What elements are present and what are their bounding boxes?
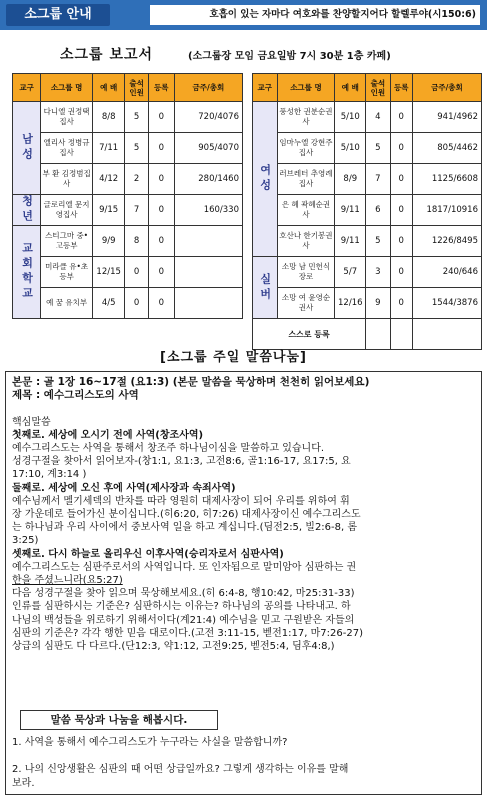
worship-cell: 7/11 <box>92 133 124 164</box>
empty-cell <box>390 319 412 350</box>
table-row <box>253 195 482 226</box>
total-cell <box>174 226 242 257</box>
attendance-cell: 4 <box>366 102 391 133</box>
header-verse: 호흡이 있는 자마다 여호와를 찬양할지어다 할렐루야(시150:6) <box>150 5 480 25</box>
col-worship: 예 배 <box>335 74 366 102</box>
sermon-line: 한을 주셨느니라(요5:27) <box>12 575 123 586</box>
attendance-cell: 5 <box>125 102 149 133</box>
question-line: 보라. <box>12 777 35 789</box>
table-row <box>253 102 482 133</box>
worship-cell: 9/15 <box>92 195 124 226</box>
table-row <box>253 226 482 257</box>
table-row <box>253 257 482 288</box>
registration-cell: 0 <box>390 226 412 257</box>
sermon-line: 는 하나님과 우리 사이에서 중보사역 일을 하고 계십니다.(딤전2:5, 빌2:6-8, 롬 <box>12 522 358 534</box>
sermon-box <box>5 371 482 795</box>
group-name-cell: 임마누엘 강현주집사 <box>277 133 335 164</box>
table-row <box>13 133 243 164</box>
registration-cell: 0 <box>148 133 174 164</box>
sermon-section-title: [소그룹 주일 말씀나눔] <box>160 350 307 365</box>
total-cell: 905/4070 <box>174 133 242 164</box>
table-row <box>13 257 243 288</box>
worship-cell: 5/10 <box>335 133 366 164</box>
sermon-line: 심판의 기준은? 각각 행한 믿음 대로이다.(고전 3:11-15, 벧전1:17, 마7:26-27) <box>12 627 363 639</box>
sermon-line: 인류를 심판하시는 기준은? 심판하시는 이유는? 하나님의 공의를 나타내고. 하 <box>12 601 351 613</box>
district-label <box>13 226 41 319</box>
total-cell <box>174 257 242 288</box>
table-row <box>13 195 243 226</box>
sermon-line: 예수님께서 멜기세덱의 반차를 따라 영원히 대제사장이 되어 우리를 위하여 휘 <box>12 495 350 507</box>
attendance-cell: 3 <box>366 257 391 288</box>
sermon-line: 3:25) <box>12 535 39 547</box>
empty-cell <box>366 319 391 350</box>
header-bar <box>0 0 487 30</box>
sermon-line: 나님의 백성들을 위로하기 위해서이다(계21:4) 예수님을 믿고 구원받은 자들의 <box>12 614 355 626</box>
sermon-line: 다음 성경구절을 찾아 읽으며 묵상해보세요.(히 6:4-8, 행10:42, 마25:31-33) <box>12 588 355 600</box>
total-cell: 941/4962 <box>412 102 481 133</box>
group-name-cell: 글로리엘 문지영집사 <box>41 195 93 226</box>
header-badge: 소그룹 안내 <box>6 4 110 26</box>
district-label-text: 교회학교 <box>20 242 34 302</box>
worship-cell: 8/9 <box>335 164 366 195</box>
col-attendance: 출석 인원 <box>366 74 391 102</box>
attendance-cell: 8 <box>125 226 149 257</box>
total-cell: 240/646 <box>412 257 481 288</box>
group-name-cell: 다니엘 권정택집사 <box>41 102 93 133</box>
report-subtitle: (소그룹장 모임 금요일밤 7시 30분 1층 카페) <box>188 51 391 62</box>
district-label-text: 청년 <box>20 195 34 225</box>
total-cell: 1817/10916 <box>412 195 481 226</box>
attendance-cell: 7 <box>125 195 149 226</box>
worship-cell: 5/7 <box>335 257 366 288</box>
right-report-table <box>252 73 482 350</box>
district-label-text: 실버 <box>258 272 272 303</box>
worship-cell: 5/10 <box>335 102 366 133</box>
report-title: 소그룹 보고서 <box>60 47 154 63</box>
attendance-cell: 5 <box>366 133 391 164</box>
registration-cell: 0 <box>148 195 174 226</box>
question-line: 1. 사역을 통해서 예수그리스도가 누구라는 사실을 말씀합니까? <box>12 737 288 748</box>
district-label-text: 여성 <box>258 164 272 194</box>
group-name-cell: 스티그마 중•고등부 <box>41 226 93 257</box>
table-row <box>13 226 243 257</box>
self-registration-label: 스스로 등록 <box>253 319 366 350</box>
sermon-line: 17:10, 계3:14 ) <box>12 469 87 481</box>
sermon-line: 첫째로. 세상에 오시기 전에 사역(창조사역) <box>12 429 204 441</box>
group-name-cell: 호산나 한기봉권사 <box>277 226 335 257</box>
sermon-line: 제목 : 예수그리스도의 사역 <box>12 389 139 402</box>
group-name-cell: 엘리사 정병규집사 <box>41 133 93 164</box>
attendance-cell: 9 <box>366 288 391 319</box>
attendance-cell: 5 <box>125 133 149 164</box>
registration-cell: 0 <box>390 257 412 288</box>
worship-cell: 8/8 <box>92 102 124 133</box>
question-line: 2. 나의 신앙생활은 심판의 때 어떤 상급일까요? 그렇게 생각하는 이유를 말해 <box>12 764 349 775</box>
col-district: 교구 <box>13 74 41 102</box>
registration-cell: 0 <box>148 288 174 319</box>
attendance-cell: 2 <box>125 164 149 195</box>
attendance-cell: 5 <box>366 226 391 257</box>
sermon-line: 셋째로. 다시 하늘로 올리우신 이후사역(승리자로서 심판사역) <box>12 548 284 560</box>
group-name-cell: 풍성한 권분순권사 <box>277 102 335 133</box>
worship-cell: 9/11 <box>335 226 366 257</box>
group-name-cell: 부 환 김정범집사 <box>41 164 93 195</box>
col-total: 금주/총회 <box>412 74 481 102</box>
group-name-cell: 미라클 유•초등부 <box>41 257 93 288</box>
left-report-table <box>12 73 243 319</box>
attendance-cell: 7 <box>366 164 391 195</box>
group-name-cell: 러브레터 추영례집사 <box>277 164 335 195</box>
registration-cell: 0 <box>390 164 412 195</box>
table-row <box>253 288 482 319</box>
total-cell: 280/1460 <box>174 164 242 195</box>
col-total: 금주/총회 <box>174 74 242 102</box>
col-group-name: 소그룹 명 <box>41 74 93 102</box>
sermon-line: 예수그리스도는 사역을 통해서 창조주 하나님이심을 말씀하고 있습니다. <box>12 443 325 454</box>
group-name-cell: 은 혜 곽혜순권사 <box>277 195 335 226</box>
total-cell: 1544/3876 <box>412 288 481 319</box>
group-name-cell: 소망 남 민헌식장로 <box>277 257 335 288</box>
sermon-line: 핵심말씀 <box>12 416 51 428</box>
col-district: 교구 <box>253 74 278 102</box>
registration-cell: 0 <box>390 288 412 319</box>
sermon-line: 상급의 심판도 다 다르다.(단12:3, 약1:12, 고전9:25, 벧전5:4, 딤후4:8,) <box>12 641 335 652</box>
district-label <box>13 195 41 226</box>
registration-cell: 0 <box>148 257 174 288</box>
col-attendance: 출석 인원 <box>125 74 149 102</box>
col-worship: 예 배 <box>92 74 124 102</box>
district-label-text: 남성 <box>20 133 34 163</box>
table-row <box>13 164 243 195</box>
total-cell: 805/4462 <box>412 133 481 164</box>
table-row <box>253 164 482 195</box>
worship-cell: 9/9 <box>92 226 124 257</box>
registration-cell: 0 <box>148 102 174 133</box>
district-label <box>253 102 278 257</box>
worship-cell: 12/15 <box>92 257 124 288</box>
total-cell: 160/330 <box>174 195 242 226</box>
worship-cell: 4/5 <box>92 288 124 319</box>
sermon-line: 둘째로. 세상에 오신 후에 사역(제사장과 속죄사역) <box>12 482 236 494</box>
group-name-cell: 예 꿈 유치부 <box>41 288 93 319</box>
table-row <box>253 133 482 164</box>
sermon-line: 장 가운데로 들어가신 분이십니다.(히6:20, 히7:26) 대제사장이신 예수그리스도 <box>12 509 361 520</box>
table-row <box>13 288 243 319</box>
registration-cell: 0 <box>148 226 174 257</box>
district-label <box>13 102 41 195</box>
group-name-cell: 소망 여 윤영순권사 <box>277 288 335 319</box>
district-label <box>253 257 278 319</box>
attendance-cell: 0 <box>125 257 149 288</box>
worship-cell: 12/16 <box>335 288 366 319</box>
col-group-name: 소그룹 명 <box>277 74 335 102</box>
col-registration: 등록 <box>148 74 174 102</box>
worship-cell: 9/11 <box>335 195 366 226</box>
attendance-cell: 6 <box>366 195 391 226</box>
registration-cell: 0 <box>390 102 412 133</box>
registration-cell: 0 <box>148 164 174 195</box>
total-cell: 1125/6608 <box>412 164 481 195</box>
empty-cell <box>412 319 481 350</box>
worship-cell: 4/12 <box>92 164 124 195</box>
total-cell: 1226/8495 <box>412 226 481 257</box>
table-row <box>13 102 243 133</box>
sermon-line: 본문 : 골 1장 16~17절 (요1:3) (본문 말씀을 묵상하며 천천히 읽어보세요) <box>12 376 370 388</box>
total-cell: 720/4076 <box>174 102 242 133</box>
registration-cell: 0 <box>390 195 412 226</box>
question-title: 말씀 묵상과 나눔을 해봅시다. <box>20 710 218 730</box>
sermon-line: 성경구절을 찾아서 읽어보자-(창1:1, 요1:3, 고전8:6, 골1:16-17, 요17:5, 요 <box>12 456 351 468</box>
attendance-cell: 0 <box>125 288 149 319</box>
col-registration: 등록 <box>390 74 412 102</box>
total-cell <box>174 288 242 319</box>
table-footer-row <box>253 319 482 350</box>
registration-cell: 0 <box>390 133 412 164</box>
sermon-line: 예수그리스도는 심판주로서의 사역입니다. 또 인자됨으로 말미암아 심판하는 권 <box>12 561 357 573</box>
